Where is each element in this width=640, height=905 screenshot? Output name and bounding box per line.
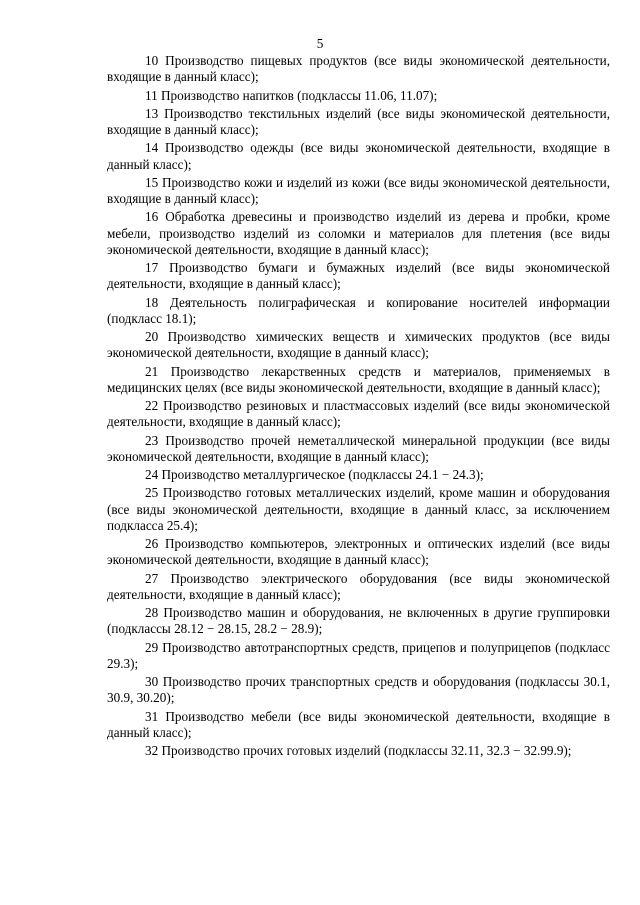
page-number: 5 — [316, 36, 324, 51]
list-item: 18 Деятельность полиграфическая и копирование носителей информации (подкласс 18.1); — [107, 294, 610, 326]
list-item: 32 Производство прочих готовых изделий (подклассы 32.11, 32.3 − 32.99.9); — [145, 743, 572, 758]
list-item: 29 Производство автотранспортных средств, прицепов и полуприцепов (подкласс 29.3); — [107, 639, 610, 671]
list-item: 23 Производство прочей неметаллической минеральной продукции (все виды экономической деятельности, входящие в данный класс); — [107, 432, 610, 464]
list-item: 17 Производство бумаги и бумажных изделий (все виды экономической деятельности, входящие в данный класс); — [107, 260, 610, 292]
list-item: 22 Производство резиновых и пластмассовых изделий (все виды экономической деятельности, входящие в данный класс); — [107, 398, 610, 430]
list-item: 14 Производство одежды (все виды экономической деятельности, входящие в данный класс); — [107, 140, 610, 172]
list-item: 25 Производство готовых металлических изделий, кроме машин и оборудования (все виды экономической деятельности, входящие в данный класс, за исключением подкласса 25.4); — [107, 485, 610, 533]
list-item: 15 Производство кожи и изделий из кожи (все виды экономической деятельности, входящие в данный класс); — [107, 174, 610, 206]
list-item: 27 Производство электрического оборудования (все виды экономической деятельности, входящие в данный класс); — [107, 570, 610, 602]
list-item: 10 Производство пищевых продуктов (все виды экономической деятельности, входящие в данный класс); — [107, 53, 610, 85]
list-item: 13 Производство текстильных изделий (все виды экономической деятельности, входящие в данный класс); — [107, 105, 610, 137]
list-item: 28 Производство машин и оборудования, не включенных в другие группировки (подклассы 28.12 − 28.15, 28.2 − 28.9); — [107, 605, 610, 637]
list-item: 20 Производство химических веществ и химических продуктов (все виды экономической деятельности, входящие в данный класс); — [107, 329, 610, 361]
document-body — [107, 53, 610, 761]
list-item: 30 Производство прочих транспортных средств и оборудования (подклассы 30.1, 30.9, 30.20); — [107, 674, 610, 706]
list-item: 16 Обработка древесины и производство изделий из дерева и пробки, кроме мебели, производство изделий из соломки и материалов для плетения (все виды экономической деятельности, входящие в данный класс); — [107, 209, 610, 257]
list-item: 11 Производство напитков (подклассы 11.06, 11.07); — [145, 87, 438, 103]
list-item: 31 Производство мебели (все виды экономической деятельности, входящие в данный класс); — [107, 708, 610, 740]
list-item: 21 Производство лекарственных средств и материалов, применяемых в медицинских целях (все виды экономической деятельности, входящие в данный класс); — [107, 363, 610, 395]
list-item: 26 Производство компьютеров, электронных и оптических изделий (все виды экономической деятельности, входящие в данный класс); — [107, 536, 610, 568]
list-item: 24 Производство металлургическое (подклассы 24.1 − 24.3); — [145, 467, 484, 482]
